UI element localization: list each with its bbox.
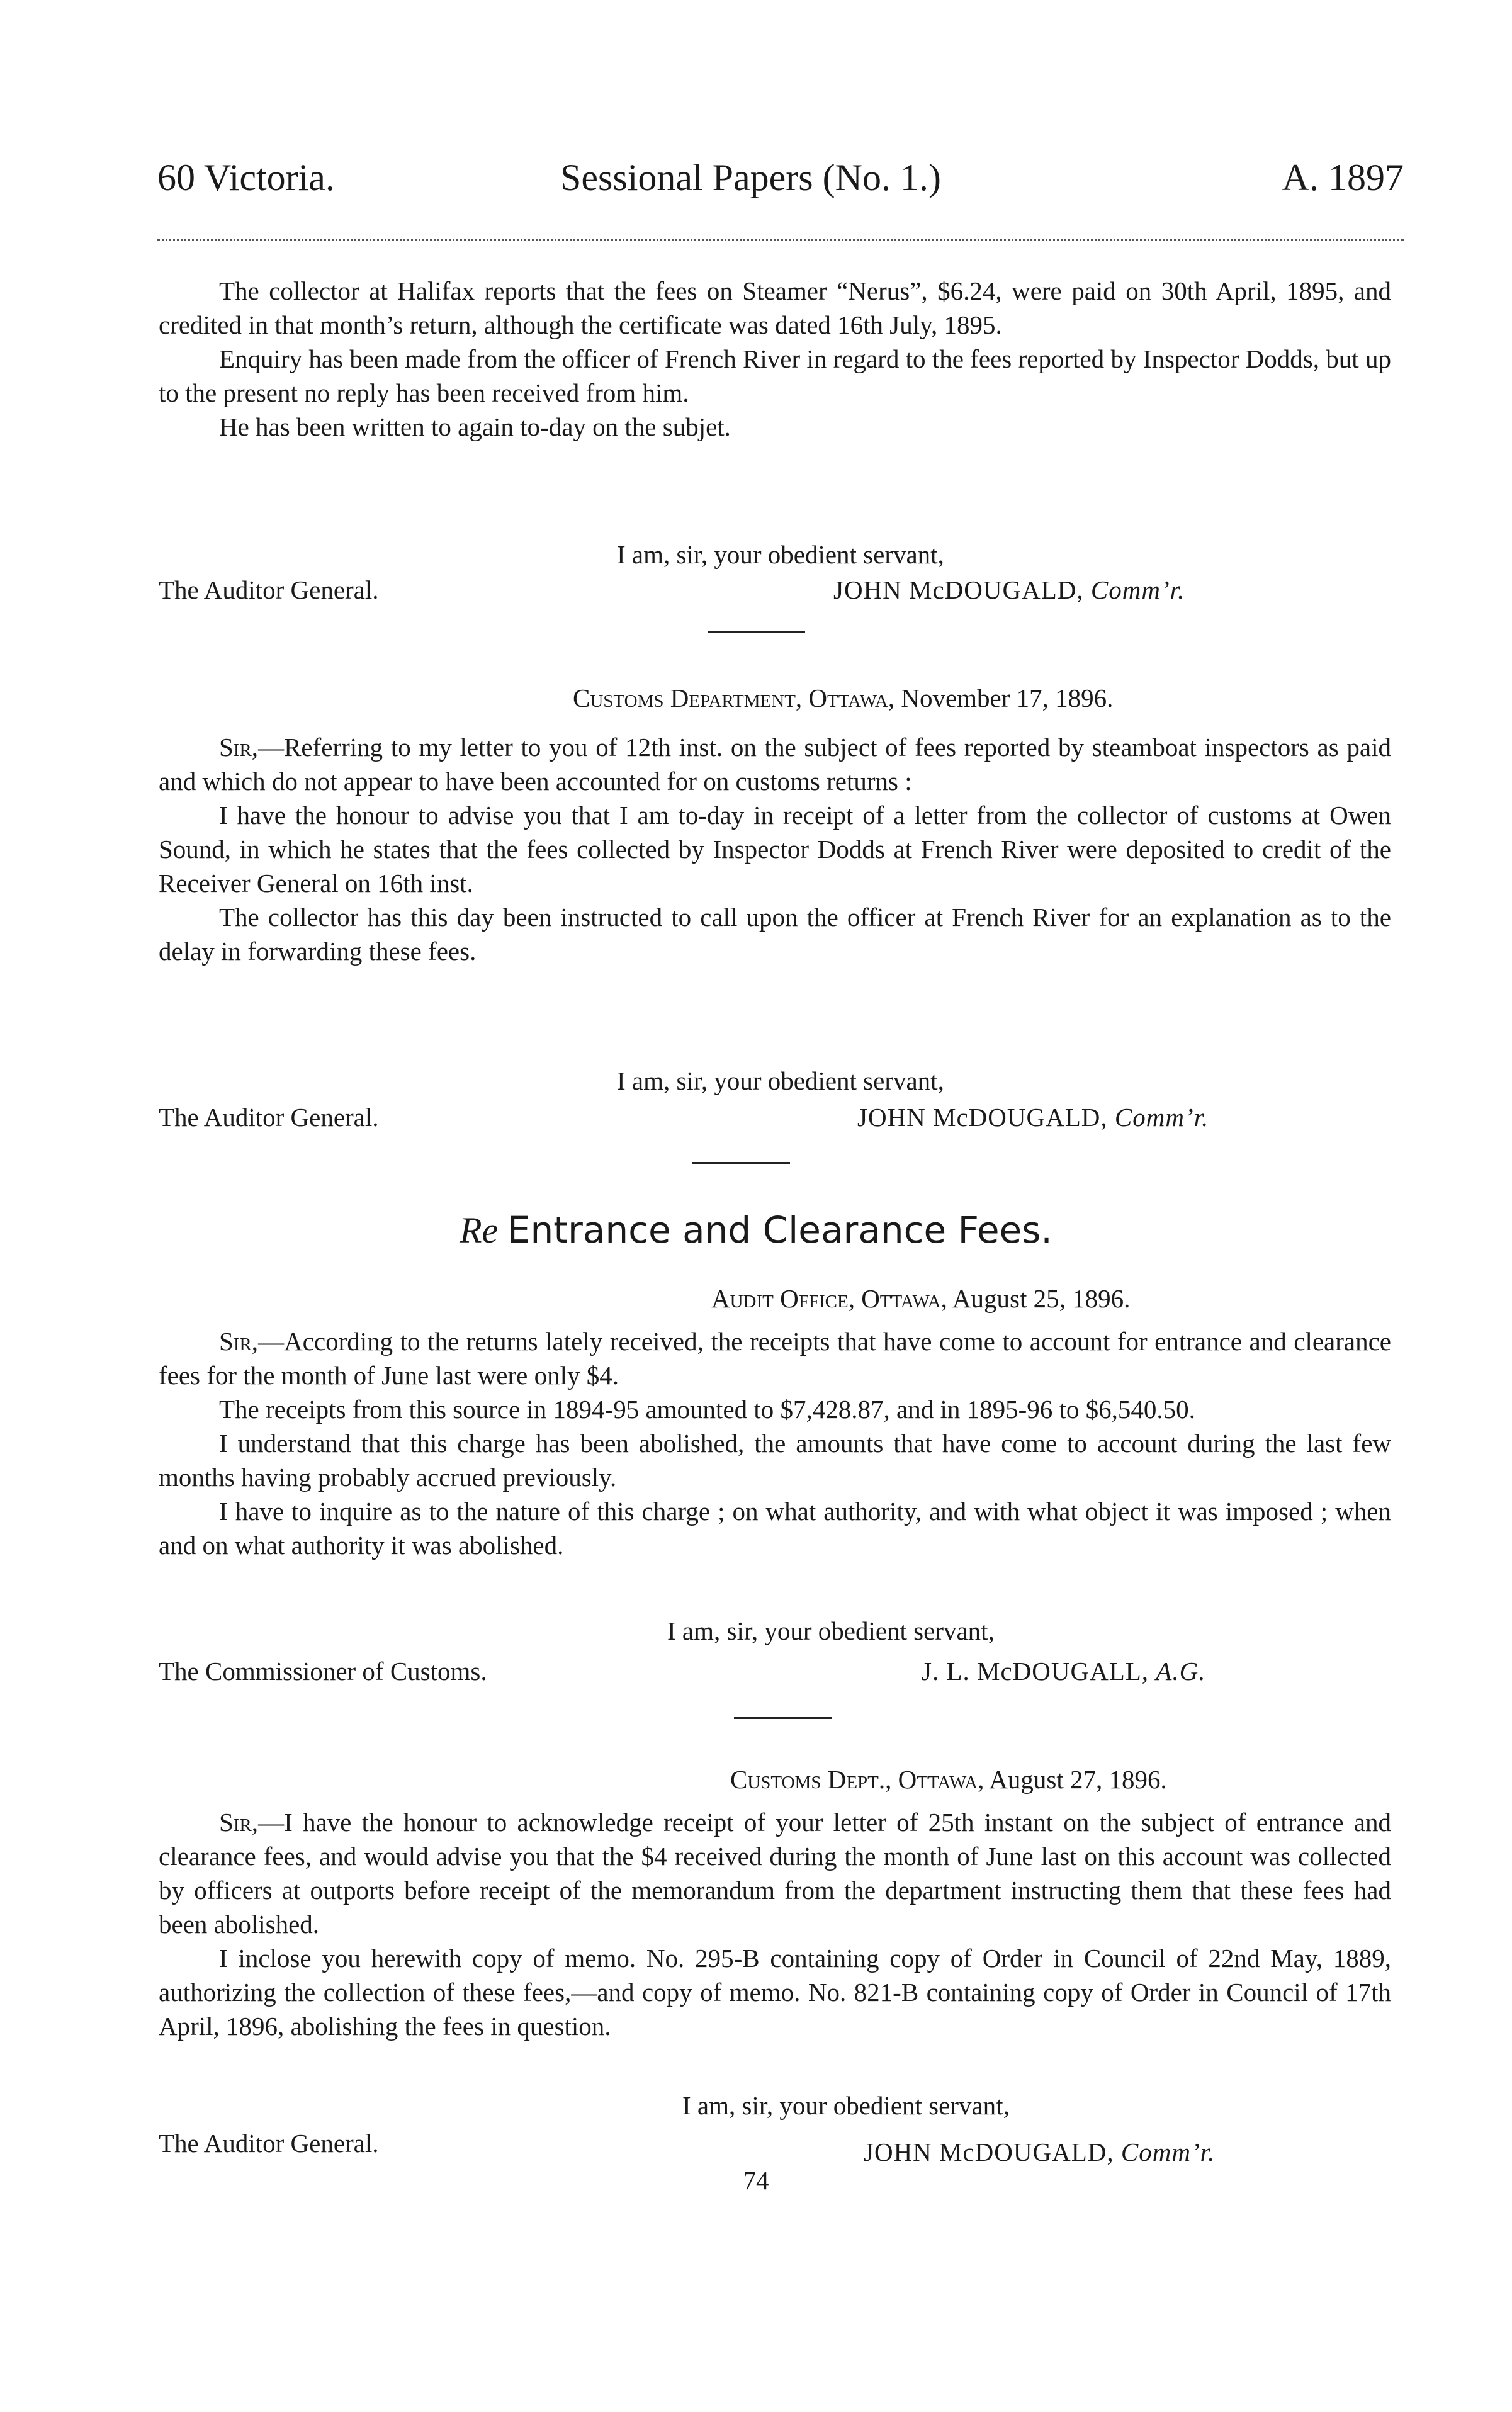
letter-4-dateline (730, 1762, 1167, 1796)
letter-3-paragraph: The receipts from this source in 1894-95 amounted to $7,428.87, and in 1895-96 to $6,540.50. (219, 1395, 1195, 1424)
divider (734, 1717, 832, 1719)
letter-date: November 17, 1896. (901, 684, 1114, 713)
letter-2-body (159, 730, 1391, 968)
page-header (157, 156, 1404, 219)
paragraph-text: —I have the honour to acknowledge receipt of your letter of 25th instant on the subject of entrance and clearance fees, and would advise you that the $4 received during the month of June last on this account was collected by officers at outports before receipt of the memorandum from the department instructing them that these fees had been abolished. (159, 1808, 1391, 1939)
letter-1-paragraph: He has been written to again to-day on the subjet. (219, 412, 731, 441)
signature-title: Comm’r. (1120, 2138, 1216, 2167)
salutation: Sir, (219, 1327, 259, 1356)
letter-4-paragraph: I inclose you herewith copy of memo. No. 295-B containing copy of Order in Council of 22nd May, 1889, authorizing the collection of these fees,—and copy of memo. No. 821-B containing copy of Order in Council of 17th April, 1896, abolishing the fees in question. (159, 1944, 1391, 2041)
letter-4-closing: I am, sir, your obedient servant, (682, 2091, 1010, 2120)
salutation: Sir, (219, 1808, 259, 1837)
signature-title: A.G. (1156, 1657, 1206, 1686)
letter-4-paragraph (159, 1805, 1391, 1941)
letter-4-addressee: The Auditor General. (159, 2129, 379, 2158)
signature-name: JOHN McDOUGALD, (833, 575, 1084, 604)
letter-2-signature (857, 1100, 1209, 1134)
letter-1-body (159, 274, 1391, 444)
page-number: 74 (743, 2166, 769, 2195)
letter-3-paragraph (159, 1324, 1391, 1392)
signature-name: JOHN McDOUGALD, (864, 2138, 1114, 2167)
letter-2-closing: I am, sir, your obedient servant, (617, 1066, 944, 1095)
heading-re: Re (460, 1210, 499, 1251)
letter-2-paragraph (159, 730, 1391, 798)
signature-title: Comm’r. (1114, 1103, 1209, 1132)
place-city: Ottawa, (898, 1765, 984, 1794)
salutation: Sir, (219, 733, 259, 762)
letter-3-body (159, 1324, 1391, 1562)
letter-1-signature (833, 573, 1185, 607)
header-left: 60 Victoria. (157, 157, 335, 198)
letter-3-paragraph: I understand that this charge has been abolished, the amounts that have come to account during the last few months having probably accrued previously. (159, 1429, 1391, 1492)
letter-2-signature-row (159, 1100, 1391, 1134)
signature-title: Comm’r. (1090, 575, 1185, 604)
divider (708, 631, 805, 633)
signature-name: JOHN McDOUGALD, (857, 1103, 1108, 1132)
letter-3-signature (922, 1654, 1205, 1688)
paragraph-text: —Referring to my letter to you of 12th inst. on the subject of fees reported by steamboat inspectors as paid and which do not appear to have been accounted for on customs returns : (159, 733, 1391, 796)
heading-title: Entrance and Clearance Fees. (507, 1209, 1052, 1251)
letter-4-signature-row (159, 2126, 1391, 2167)
letter-2-dateline (573, 681, 1113, 715)
letter-date: August 27, 1896. (989, 1765, 1167, 1794)
letter-4-body (159, 1805, 1391, 2043)
place-dept: Audit Office, (711, 1284, 855, 1313)
divider (692, 1162, 790, 1164)
section-heading (0, 1209, 1512, 1251)
letter-1-closing: I am, sir, your obedient servant, (617, 540, 944, 569)
letter-1-signature-row (159, 573, 1391, 607)
signature-name: J. L. McDOUGALL, (922, 1657, 1149, 1686)
place-city: Ottawa, (808, 684, 895, 713)
letter-3-signature-row (159, 1654, 1391, 1688)
letter-3-closing: I am, sir, your obedient servant, (667, 1616, 995, 1645)
letter-3-paragraph: I have to inquire as to the nature of this charge ; on what authority, and with what object it was imposed ; when and on what authority it was abolished. (159, 1497, 1391, 1560)
letter-3-addressee: The Commissioner of Customs. (159, 1657, 487, 1686)
header-rule (157, 239, 1404, 241)
letter-4-signature (864, 2135, 1215, 2169)
header-right: A. 1897 (1282, 157, 1404, 198)
letter-3-dateline (711, 1282, 1130, 1316)
letter-2-paragraph: The collector has this day been instructed to call upon the officer at French River for an explanation as to the delay in forwarding these fees. (159, 903, 1391, 966)
letter-1-paragraph: The collector at Halifax reports that the fees on Steamer “Nerus”, $6.24, were paid on 30th April, 1895, and credited in that month’s return, although the certificate was dated 16th July, 1895. (159, 276, 1391, 339)
header-center: Sessional Papers (No. 1.) (560, 157, 941, 198)
letter-2-paragraph: I have the honour to advise you that I am to-day in receipt of a letter from the collector of customs at Owen Sound, in which he states that the fees collected by Inspector Dodds at French River were deposited to credit of the Receiver General on 16th inst. (159, 801, 1391, 898)
place-dept: Customs Dept., (730, 1765, 892, 1794)
letter-1-addressee: The Auditor General. (159, 575, 379, 604)
paragraph-text: —According to the returns lately received, the receipts that have come to account for entrance and clearance fees for the month of June last were only $4. (159, 1327, 1391, 1390)
place-city: Ottawa, (861, 1284, 947, 1313)
letter-1-paragraph: Enquiry has been made from the officer of French River in regard to the fees reported by Inspector Dodds, but up to the present no reply has been received from him. (159, 344, 1391, 407)
letter-2-addressee: The Auditor General. (159, 1103, 379, 1132)
place-dept: Customs Department, (573, 684, 803, 713)
letter-date: August 25, 1896. (952, 1284, 1131, 1313)
